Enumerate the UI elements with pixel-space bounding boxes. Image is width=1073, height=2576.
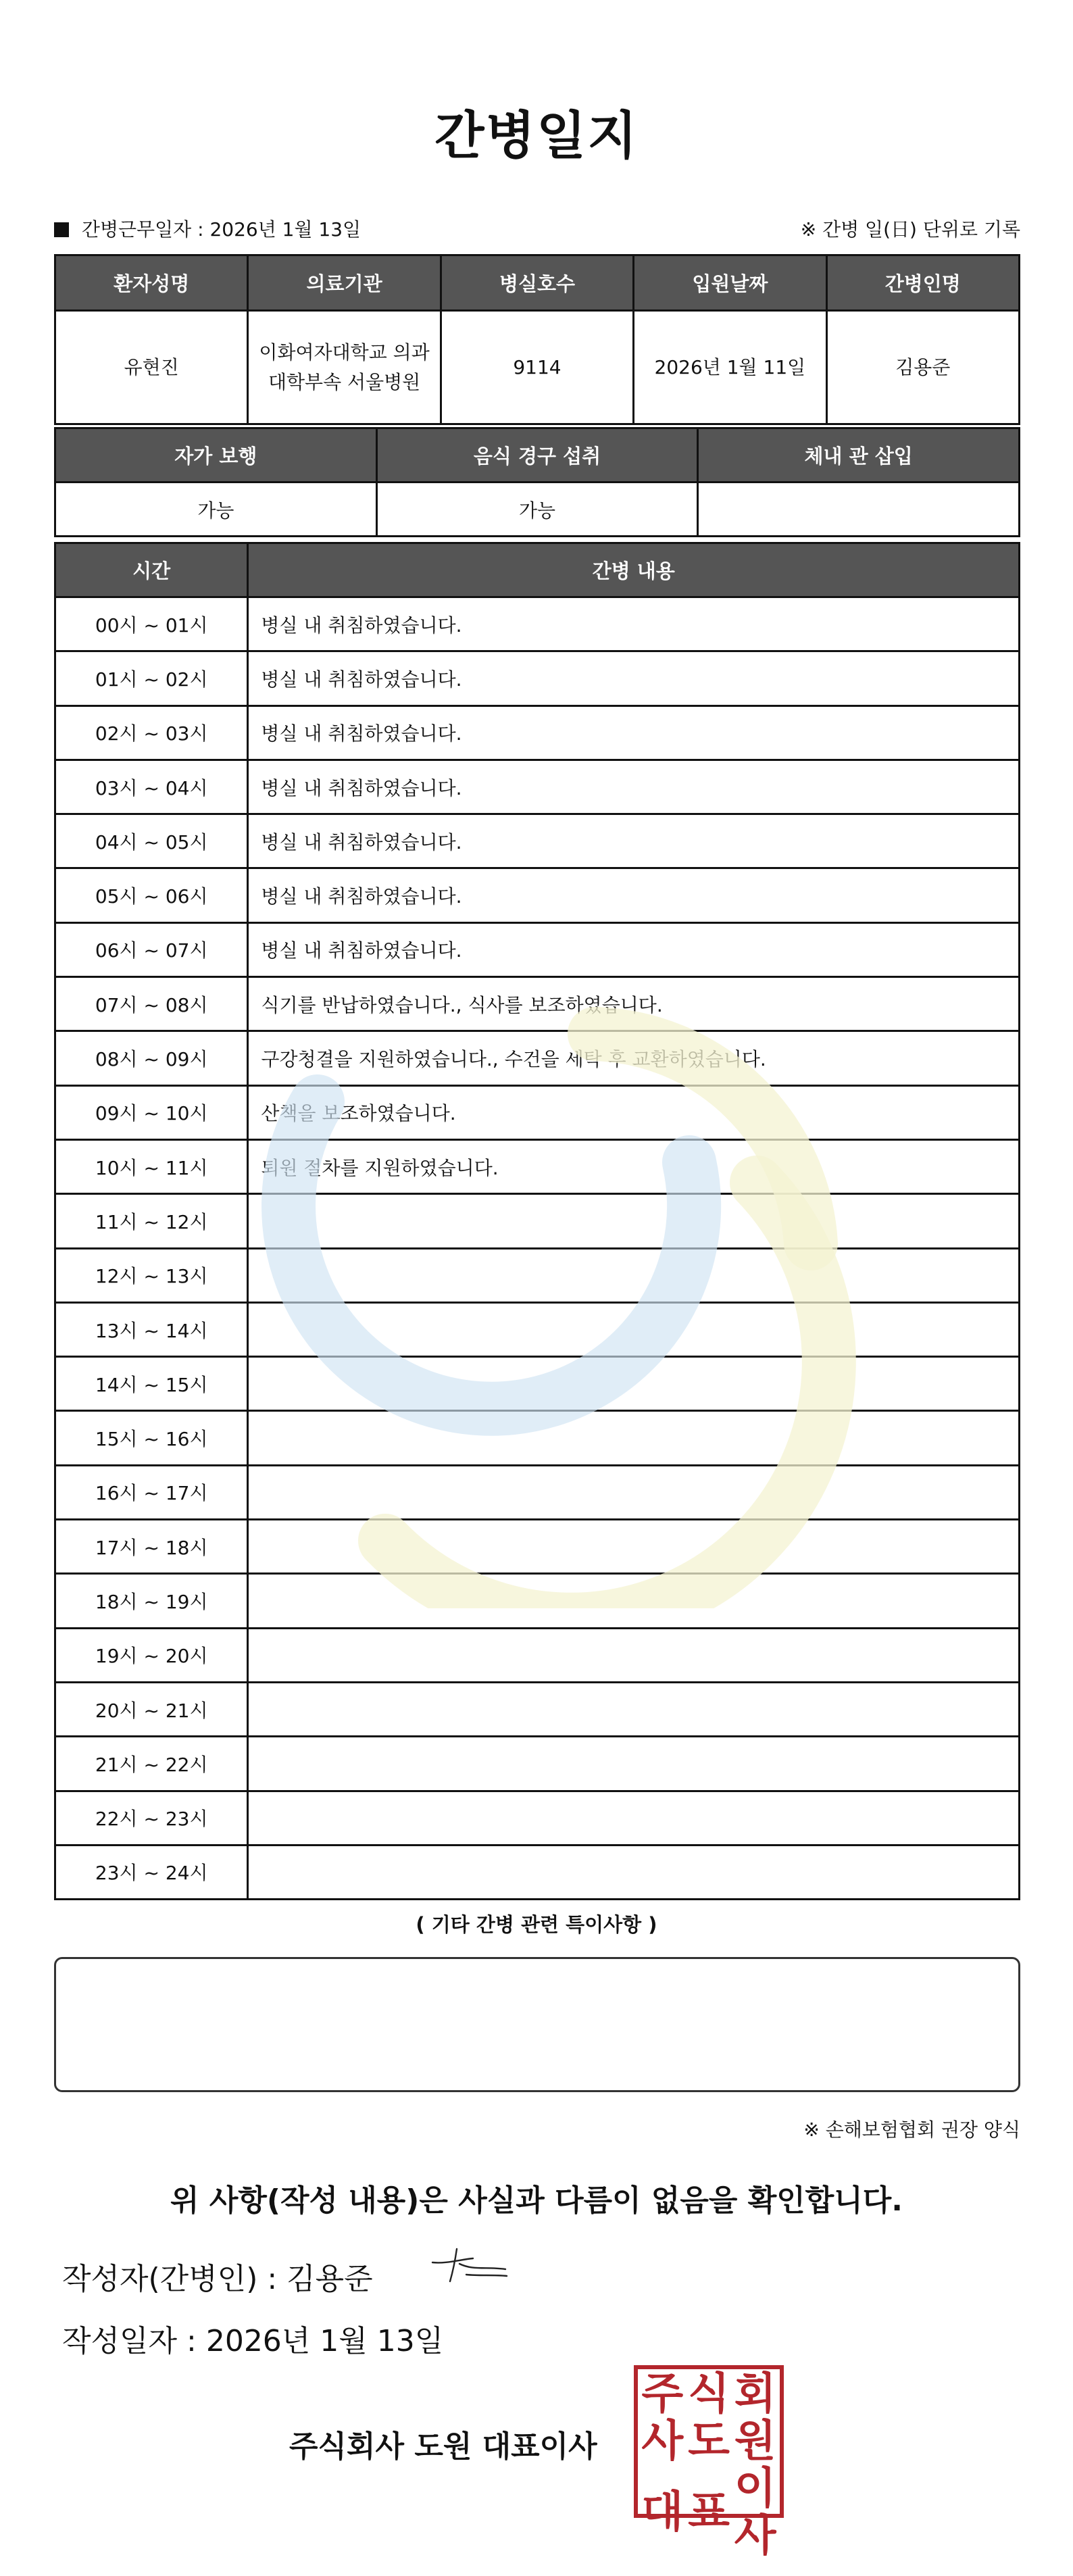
- work-date-label: 간병근무일자 :: [81, 218, 204, 241]
- time-slot: 02시 ~ 03시: [55, 705, 248, 760]
- time-slot: 05시 ~ 06시: [55, 868, 248, 922]
- seal-character: 회: [734, 2369, 776, 2419]
- table-row: [55, 1248, 1020, 1302]
- care-content: 병실 내 취침하였습니다.: [248, 814, 1020, 868]
- table-row: [55, 977, 1020, 1031]
- table-row: [55, 1520, 1020, 1574]
- written-date-value: 2026년 1월 13일: [205, 2324, 444, 2358]
- confirmation-statement: 위 사항(작성 내용)은 사실과 다름이 없음을 확인합니다.: [170, 2183, 903, 2218]
- table-row: [55, 1465, 1020, 1519]
- care-content: 병실 내 취침하였습니다.: [248, 597, 1020, 651]
- time-slot: 19시 ~ 20시: [55, 1628, 248, 1682]
- care-content: 구강청결을 지원하였습니다., 수건을 세탁 후 교환하였습니다.: [248, 1031, 1020, 1085]
- table-row: [55, 1085, 1020, 1139]
- table-row: [55, 760, 1020, 814]
- care-content: [248, 1357, 1020, 1411]
- time-slot: 10시 ~ 11시: [55, 1139, 248, 1193]
- care-content: [248, 1194, 1020, 1248]
- care-content: [248, 1465, 1020, 1519]
- work-date-value: 2026년 1월 13일: [209, 218, 361, 241]
- caregiver-name: 김용준: [826, 311, 1019, 424]
- care-content: 병실 내 취침하였습니다.: [248, 922, 1020, 976]
- square-bullet-icon: [54, 222, 69, 237]
- care-content: [248, 1302, 1020, 1356]
- table-row: [55, 1574, 1020, 1628]
- written-date-line: [62, 2317, 443, 2360]
- time-slot: 12시 ~ 13시: [55, 1248, 248, 1302]
- tube-insertion-value: [698, 482, 1020, 537]
- table-row: [55, 705, 1020, 760]
- care-content: 병실 내 취침하였습니다.: [248, 868, 1020, 922]
- time-slot: 21시 ~ 22시: [55, 1737, 248, 1791]
- time-slot: 00시 ~ 01시: [55, 597, 248, 651]
- time-slot: 15시 ~ 16시: [55, 1411, 248, 1465]
- seal-character: 주: [641, 2369, 684, 2419]
- header-self-walking: 자가 보행: [55, 428, 377, 482]
- care-content: [248, 1411, 1020, 1465]
- written-date-label: 작성일자 :: [62, 2324, 197, 2358]
- time-slot: 17시 ~ 18시: [55, 1520, 248, 1574]
- seal-character: 원: [734, 2417, 776, 2467]
- header-patient-name: 환자성명: [55, 255, 248, 311]
- daily-record-note: ※ 간병 일(日) 단위로 기록: [800, 218, 1020, 241]
- table-row: [55, 597, 1020, 651]
- signature-icon: [426, 2244, 514, 2284]
- table-row: [55, 1845, 1020, 1899]
- care-content: [248, 1682, 1020, 1736]
- time-slot: 23시 ~ 24시: [55, 1845, 248, 1899]
- table-row: [55, 1628, 1020, 1682]
- table-row: [55, 814, 1020, 868]
- writer-label: 작성자(간병인) :: [62, 2262, 278, 2296]
- self-walking-value: 가능: [55, 482, 377, 537]
- header-caregiver-name: 간병인명: [826, 255, 1019, 311]
- room-number: 9114: [441, 311, 633, 424]
- table-row: [55, 1682, 1020, 1736]
- form-source-note: ※ 손해보험협회 권장 양식: [803, 2119, 1020, 2141]
- care-content: [248, 1248, 1020, 1302]
- seal-character: 표: [688, 2487, 730, 2537]
- care-content: 병실 내 취침하였습니다.: [248, 760, 1020, 814]
- oral-intake-value: 가능: [376, 482, 698, 537]
- time-slot: 06시 ~ 07시: [55, 922, 248, 976]
- admission-date: 2026년 1월 11일: [634, 311, 826, 424]
- header-care-content: 간병 내용: [248, 543, 1020, 597]
- table-row: [55, 868, 1020, 922]
- header-hospital: 의료기관: [248, 255, 441, 311]
- table-row: [55, 1194, 1020, 1248]
- company-seal-icon: [634, 2365, 784, 2561]
- table-row: [55, 1737, 1020, 1791]
- header-tube-insertion: 체내 관 삽입: [698, 428, 1020, 482]
- seal-character: 식: [688, 2369, 730, 2419]
- seal-character: 사: [641, 2417, 684, 2467]
- header-time: 시간: [55, 543, 248, 597]
- seal-character: 대: [641, 2487, 684, 2537]
- time-slot: 16시 ~ 17시: [55, 1465, 248, 1519]
- patient-name: 유현진: [55, 311, 248, 424]
- table-row: [55, 922, 1020, 976]
- care-content: [248, 1520, 1020, 1574]
- table-row: [55, 1791, 1020, 1845]
- time-slot: 09시 ~ 10시: [55, 1085, 248, 1139]
- patient-info-table: [54, 254, 1020, 425]
- care-content: [248, 1628, 1020, 1682]
- time-slot: 13시 ~ 14시: [55, 1302, 248, 1356]
- time-slot: 11시 ~ 12시: [55, 1194, 248, 1248]
- meta-row: [54, 215, 1020, 242]
- care-content: 식기를 반납하였습니다., 식사를 보조하였습니다.: [248, 977, 1020, 1031]
- care-content: 퇴원 절차를 지원하였습니다.: [248, 1139, 1020, 1193]
- time-slot: 20시 ~ 21시: [55, 1682, 248, 1736]
- remarks-box: [54, 1957, 1020, 2092]
- care-content: 산책을 보조하였습니다.: [248, 1085, 1020, 1139]
- seal-character: 이사: [734, 2464, 776, 2561]
- header-admission-date: 입원날짜: [634, 255, 826, 311]
- care-log-table: [54, 542, 1020, 1900]
- company-representative: 주식회사 도원 대표이사: [289, 2429, 597, 2464]
- care-content: [248, 1574, 1020, 1628]
- remarks-label: ( 기타 간병 관련 특이사항 ): [416, 1913, 657, 1936]
- patient-status-table: [54, 427, 1020, 537]
- table-row: [55, 651, 1020, 705]
- hospital: 이화여자대학교 의과대학부속 서울병원: [248, 311, 441, 424]
- work-date: [54, 215, 361, 242]
- time-slot: 22시 ~ 23시: [55, 1791, 248, 1845]
- header-room-number: 병실호수: [441, 255, 633, 311]
- page-title: 간병일지: [434, 105, 639, 166]
- table-row: [55, 1302, 1020, 1356]
- seal-character: 도: [688, 2417, 730, 2467]
- writer-line: [62, 2254, 373, 2298]
- writer-name: 김용준: [286, 2262, 373, 2296]
- table-row: [55, 1357, 1020, 1411]
- care-content: 병실 내 취침하였습니다.: [248, 651, 1020, 705]
- care-content: [248, 1737, 1020, 1791]
- time-slot: 07시 ~ 08시: [55, 977, 248, 1031]
- care-log-body: [55, 597, 1020, 1900]
- time-slot: 18시 ~ 19시: [55, 1574, 248, 1628]
- header-oral-intake: 음식 경구 섭취: [376, 428, 698, 482]
- care-content: [248, 1845, 1020, 1899]
- time-slot: 08시 ~ 09시: [55, 1031, 248, 1085]
- table-row: [55, 1411, 1020, 1465]
- time-slot: 03시 ~ 04시: [55, 760, 248, 814]
- time-slot: 14시 ~ 15시: [55, 1357, 248, 1411]
- time-slot: 04시 ~ 05시: [55, 814, 248, 868]
- time-slot: 01시 ~ 02시: [55, 651, 248, 705]
- care-content: [248, 1791, 1020, 1845]
- table-row: [55, 1031, 1020, 1085]
- table-row: [55, 1139, 1020, 1193]
- care-content: 병실 내 취침하였습니다.: [248, 705, 1020, 760]
